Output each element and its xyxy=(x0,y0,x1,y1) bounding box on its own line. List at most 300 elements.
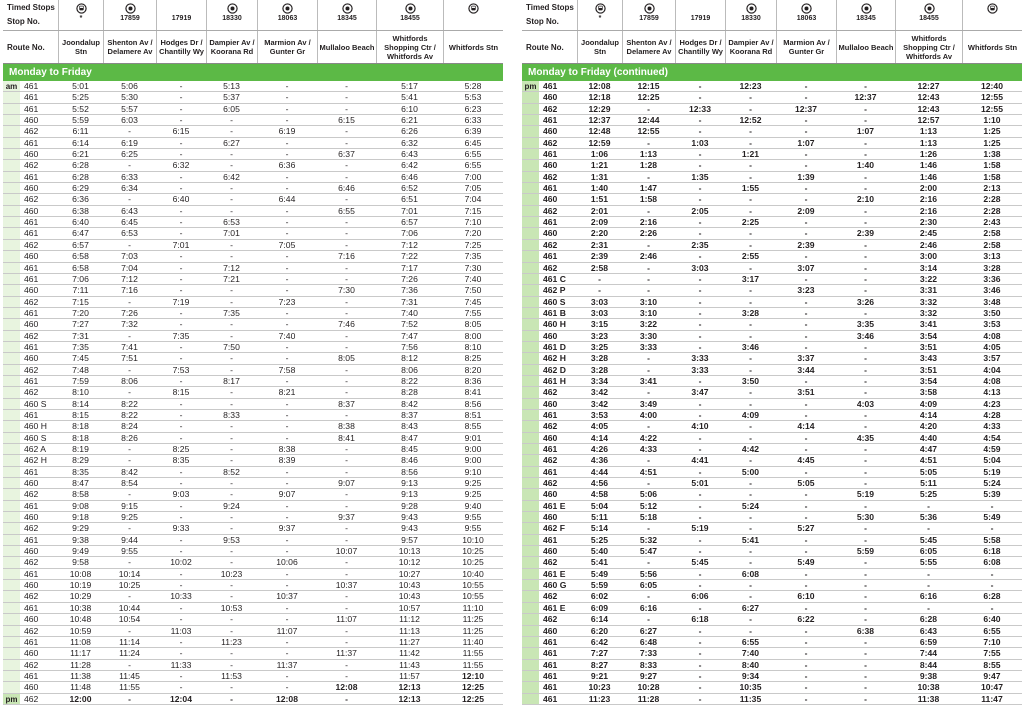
departure-time: 4:51 xyxy=(919,455,938,466)
table-row xyxy=(522,81,1022,92)
table-row xyxy=(522,240,1022,251)
departure-time: 7:40 xyxy=(278,330,296,341)
departure-time: 8:35 xyxy=(172,455,190,466)
departure-time: - xyxy=(749,421,752,432)
table-row xyxy=(3,444,503,455)
departure-time: - xyxy=(804,126,808,137)
departure-time: - xyxy=(179,670,183,681)
departure-time: - xyxy=(749,557,752,568)
departure-time: 11:23 xyxy=(221,636,242,647)
route-number: 461 xyxy=(24,217,39,228)
departure-time: 7:20 xyxy=(464,228,482,239)
departure-time: 1:25 xyxy=(983,137,1001,148)
departure-time: - xyxy=(285,149,289,160)
departure-time: - xyxy=(230,455,233,466)
route-number: 460 S xyxy=(24,398,47,409)
route-number: 460 xyxy=(543,489,558,500)
departure-time: - xyxy=(698,81,702,91)
departure-time: - xyxy=(179,500,183,511)
departure-time: 8:36 xyxy=(464,375,482,386)
departure-time: - xyxy=(285,262,289,273)
route-number: 460 xyxy=(543,92,558,103)
departure-time: - xyxy=(804,466,808,477)
period-label xyxy=(3,217,20,227)
table-row xyxy=(3,183,503,194)
departure-time: - xyxy=(698,602,702,613)
departure-time: 8:43 xyxy=(401,421,418,432)
table-row xyxy=(3,637,503,648)
departure-time: - xyxy=(698,183,702,194)
departure-time: - xyxy=(285,353,289,364)
stop-number: 17859 xyxy=(120,15,140,22)
route-number: 460 xyxy=(24,682,39,693)
route-number: 461 xyxy=(24,636,39,647)
departure-time: 3:28 xyxy=(983,262,1001,273)
departure-time: - xyxy=(749,478,752,489)
departure-time: 6:28 xyxy=(919,614,938,625)
departure-time: 7:12 xyxy=(223,262,240,273)
stop-column-header xyxy=(103,0,156,30)
departure-time: 7:45 xyxy=(72,353,89,364)
departure-time: 7:40 xyxy=(741,648,760,659)
route-number: 461 xyxy=(543,682,558,693)
departure-time: - xyxy=(345,137,348,148)
stop-number: * xyxy=(79,15,83,22)
table-row xyxy=(3,138,503,149)
stop-name: Shenton Av / Delamere Av xyxy=(622,31,675,63)
departure-time: - xyxy=(230,285,233,296)
departure-time: 4:47 xyxy=(919,444,938,454)
departure-time: 7:55 xyxy=(983,648,1001,659)
departure-time: 12:08 xyxy=(335,682,358,693)
departure-time: 2:55 xyxy=(741,251,760,262)
departure-time: 8:12 xyxy=(401,353,418,364)
departure-time: 7:33 xyxy=(639,648,658,659)
departure-time: 11:07 xyxy=(336,614,357,625)
departure-time: 5:01 xyxy=(691,478,709,489)
route-number: 462 xyxy=(24,194,39,205)
departure-time: 11:12 xyxy=(399,614,420,625)
departure-time: - xyxy=(230,239,233,250)
departure-time: 6:22 xyxy=(797,614,815,625)
table-row xyxy=(522,274,1022,285)
route-number: 462 D xyxy=(543,364,566,375)
departure-time: 6:18 xyxy=(983,546,1001,557)
route-number: 460 xyxy=(24,205,39,216)
route-number: 461 xyxy=(543,183,558,194)
period-label xyxy=(3,353,20,363)
departure-time: - xyxy=(749,205,752,216)
table-row xyxy=(522,183,1022,194)
departure-time: 8:41 xyxy=(464,387,482,398)
table-row xyxy=(522,365,1022,376)
route-number: 460 xyxy=(543,625,558,636)
departure-time: - xyxy=(128,693,131,704)
departure-time: 3:44 xyxy=(797,364,815,375)
departure-time: 11:08 xyxy=(70,636,91,647)
period-label xyxy=(3,648,20,658)
route-number: 461 xyxy=(543,636,558,647)
departure-time: 7:23 xyxy=(278,296,296,307)
departure-time: 3:46 xyxy=(741,341,760,352)
departure-time: 5:17 xyxy=(401,81,418,91)
departure-time: - xyxy=(230,296,233,307)
table-row xyxy=(3,387,503,398)
departure-time: 6:14 xyxy=(72,137,89,148)
departure-time: - xyxy=(179,421,183,432)
departure-time: - xyxy=(285,398,289,409)
route-number: 460 xyxy=(24,546,39,557)
period-label xyxy=(522,240,539,250)
departure-time: 4:22 xyxy=(639,432,658,443)
departure-time: 9:13 xyxy=(401,478,418,489)
departure-time: - xyxy=(804,580,808,591)
departure-time: - xyxy=(230,512,233,523)
period-label xyxy=(3,319,20,329)
departure-time: 3:22 xyxy=(639,319,658,330)
departure-time: - xyxy=(804,81,808,91)
departure-time: - xyxy=(698,375,702,386)
departure-time: 8:25 xyxy=(464,353,482,364)
departure-time: 12:25 xyxy=(462,682,484,693)
stop-number: * xyxy=(598,15,602,22)
departure-time: 9:18 xyxy=(72,512,89,523)
departure-time: - xyxy=(864,353,867,364)
departure-time: - xyxy=(749,262,752,273)
departure-time: 4:04 xyxy=(983,364,1001,375)
departure-time: 1:58 xyxy=(639,194,658,205)
departure-time: 5:12 xyxy=(639,500,658,511)
departure-time: 10:38 xyxy=(69,602,92,613)
departure-time: 1:28 xyxy=(639,160,658,171)
table-row xyxy=(3,376,503,387)
departure-time: 7:30 xyxy=(464,262,482,273)
departure-time: - xyxy=(230,478,233,489)
stop-column-header xyxy=(836,0,895,30)
departure-time: 6:55 xyxy=(983,625,1001,636)
table-row xyxy=(522,399,1022,410)
departure-time: - xyxy=(804,319,808,330)
departure-time: 2:09 xyxy=(797,205,815,216)
departure-time: 11:35 xyxy=(739,693,762,704)
departure-time: 1:03 xyxy=(691,137,709,148)
table-row xyxy=(522,694,1022,705)
departure-time: 9:38 xyxy=(919,670,938,681)
departure-time: 9:57 xyxy=(401,534,418,545)
departure-time: 11:55 xyxy=(119,682,140,693)
departure-time: 5:00 xyxy=(741,466,760,477)
table-row xyxy=(522,603,1022,614)
departure-time: - xyxy=(285,217,289,228)
table-row xyxy=(3,535,503,546)
departure-time: 9:55 xyxy=(464,512,482,523)
departure-time: - xyxy=(864,273,867,284)
departure-time: 3:51 xyxy=(919,341,938,352)
departure-time: - xyxy=(804,432,808,443)
departure-time: - xyxy=(647,273,650,284)
departure-time: - xyxy=(927,523,930,534)
departure-time: 2:28 xyxy=(983,194,1001,205)
departure-time: - xyxy=(230,421,233,432)
departure-time: 3:57 xyxy=(983,353,1001,364)
period-label xyxy=(522,172,539,182)
table-row xyxy=(3,115,503,126)
departure-time: 8:37 xyxy=(401,409,418,420)
departure-time: 11:55 xyxy=(462,648,484,659)
departure-time: 4:51 xyxy=(639,466,658,477)
route-number: 461 xyxy=(543,466,558,477)
departure-time: - xyxy=(345,341,348,352)
departure-time: 9:44 xyxy=(121,534,138,545)
departure-time: 6:40 xyxy=(983,614,1001,625)
route-number: 461 xyxy=(543,217,558,228)
route-number: 461 D xyxy=(543,341,566,352)
stop-column-header xyxy=(206,0,257,30)
period-label xyxy=(3,274,20,284)
period-label xyxy=(522,353,539,363)
period-label: am xyxy=(5,82,18,91)
departure-time: 5:24 xyxy=(741,500,760,511)
departure-time: 8:19 xyxy=(72,444,89,454)
departure-time: - xyxy=(698,648,702,659)
departure-time: 9:24 xyxy=(223,500,240,511)
departure-time: 3:42 xyxy=(590,398,609,409)
period-label xyxy=(522,251,539,261)
departure-time: - xyxy=(749,523,752,534)
period-label xyxy=(3,557,20,567)
departure-time: 2:09 xyxy=(590,217,609,228)
stop-number: 18455 xyxy=(919,15,939,22)
departure-time: - xyxy=(179,307,183,318)
departure-time: 12:25 xyxy=(637,92,660,103)
period-label xyxy=(522,626,539,636)
departure-time: 11:33 xyxy=(170,659,192,670)
period-label xyxy=(522,138,539,148)
period-label xyxy=(3,365,20,375)
departure-time: 3:48 xyxy=(983,296,1001,307)
departure-time: 7:10 xyxy=(983,636,1001,647)
table-row xyxy=(522,626,1022,637)
departure-time: - xyxy=(864,444,867,454)
departure-time: 5:32 xyxy=(639,534,658,545)
departure-time: - xyxy=(864,670,867,681)
departure-time: 9:43 xyxy=(401,523,418,534)
departure-time: - xyxy=(864,183,867,194)
departure-time: - xyxy=(749,432,752,443)
departure-time: 5:49 xyxy=(797,557,815,568)
departure-time: 12:23 xyxy=(739,81,762,91)
route-number: 462 xyxy=(24,387,39,398)
departure-time: - xyxy=(864,375,867,386)
stop-name: Shenton Av / Delamere Av xyxy=(103,31,156,63)
departure-time: 7:58 xyxy=(278,364,296,375)
departure-time: - xyxy=(285,466,289,477)
departure-time: 5:41 xyxy=(401,92,418,103)
departure-time: - xyxy=(647,171,650,182)
period-label xyxy=(522,331,539,341)
departure-time: 1:38 xyxy=(983,149,1001,160)
period-label xyxy=(522,194,539,204)
departure-time: 8:26 xyxy=(121,432,138,443)
departure-time: 8:56 xyxy=(464,398,482,409)
departure-time: - xyxy=(647,387,650,398)
departure-time: 4:45 xyxy=(797,455,815,466)
departure-time: - xyxy=(698,285,702,296)
period-label xyxy=(3,444,20,454)
departure-time: 7:30 xyxy=(338,285,355,296)
departure-time: 9:49 xyxy=(72,546,89,557)
departure-time: 7:48 xyxy=(72,364,89,375)
route-number: 462 xyxy=(543,591,558,602)
departure-time: 10:33 xyxy=(170,591,192,602)
departure-time: 6:38 xyxy=(72,205,89,216)
departure-time: - xyxy=(230,523,233,534)
departure-time: 7:55 xyxy=(464,307,482,318)
table-row xyxy=(522,614,1022,625)
departure-time: 2:39 xyxy=(797,239,815,250)
departure-time: - xyxy=(698,659,702,670)
route-number: 461 xyxy=(24,670,39,681)
departure-time: - xyxy=(804,500,808,511)
departure-time: 5:52 xyxy=(72,103,89,114)
departure-time: 2:20 xyxy=(590,228,609,239)
departure-time: - xyxy=(804,682,808,693)
departure-time: 12:13 xyxy=(398,693,421,704)
departure-time: - xyxy=(179,217,183,228)
departure-time: 8:33 xyxy=(223,409,240,420)
route-number: 460 H xyxy=(543,319,566,330)
departure-time: 9:33 xyxy=(172,523,190,534)
departure-time: 8:15 xyxy=(172,387,190,398)
departure-time: - xyxy=(230,580,233,591)
departure-time: 3:53 xyxy=(983,319,1001,330)
departure-time: 8:37 xyxy=(338,398,355,409)
departure-time: 6:55 xyxy=(464,149,482,160)
departure-time: - xyxy=(179,273,183,284)
departure-time: 9:08 xyxy=(72,500,89,511)
table-row xyxy=(3,81,503,92)
table-row xyxy=(522,115,1022,126)
table-row xyxy=(522,387,1022,398)
departure-time: 4:36 xyxy=(590,455,609,466)
departure-time: - xyxy=(990,602,994,613)
route-number: 462 xyxy=(24,330,39,341)
departure-time: - xyxy=(345,591,348,602)
departure-time: - xyxy=(864,239,867,250)
departure-time: 8:15 xyxy=(72,409,89,420)
departure-time: - xyxy=(698,296,702,307)
departure-time: 4:23 xyxy=(983,398,1001,409)
departure-time: 9:21 xyxy=(590,670,609,681)
table-row xyxy=(3,489,503,500)
departure-time: - xyxy=(179,183,183,194)
departure-time: - xyxy=(749,489,752,500)
route-number: 460 xyxy=(543,512,558,523)
stop-column-header xyxy=(317,0,376,30)
departure-time: 6:32 xyxy=(172,160,190,171)
table-row xyxy=(522,92,1022,103)
departure-time: 5:25 xyxy=(72,92,89,103)
period-label xyxy=(522,410,539,420)
departure-time: 3:37 xyxy=(797,353,815,364)
period-label xyxy=(522,535,539,545)
departure-time: - xyxy=(285,375,289,386)
departure-time: - xyxy=(864,137,867,148)
departure-time: 12:40 xyxy=(981,81,1003,91)
departure-time: 2:28 xyxy=(983,205,1001,216)
departure-time: 12:33 xyxy=(689,103,711,114)
departure-time: 5:59 xyxy=(72,115,89,126)
timed-stop-icon xyxy=(746,3,757,14)
departure-time: - xyxy=(345,126,348,137)
departure-time: 8:22 xyxy=(121,409,138,420)
departure-time: - xyxy=(345,409,348,420)
departure-time: 6:21 xyxy=(401,115,418,126)
departure-time: 4:28 xyxy=(983,409,1001,420)
departure-time: 4:08 xyxy=(983,375,1001,386)
departure-time: 4:05 xyxy=(983,341,1001,352)
departure-time: 5:27 xyxy=(797,523,815,534)
departure-time: - xyxy=(864,466,867,477)
stop-column-header xyxy=(622,0,675,30)
departure-time: 3:10 xyxy=(639,296,658,307)
route-number: 462 xyxy=(24,296,39,307)
table-header xyxy=(3,0,503,64)
departure-time: - xyxy=(345,670,348,681)
departure-time: 3:35 xyxy=(856,319,875,330)
departure-time: 4:56 xyxy=(590,478,609,489)
table-row xyxy=(3,274,503,285)
departure-time: 3:10 xyxy=(639,307,658,318)
departure-time: 2:58 xyxy=(983,239,1001,250)
period-label xyxy=(522,183,539,193)
stop-name: Dampier Av / Koorana Rd xyxy=(206,31,257,63)
stop-number: 18063 xyxy=(277,15,298,22)
departure-time: - xyxy=(345,466,348,477)
departure-time: - xyxy=(864,693,867,704)
departure-time: 11:27 xyxy=(399,636,420,647)
departure-time: 5:45 xyxy=(919,534,938,545)
departure-time: 5:04 xyxy=(590,500,609,511)
period-label xyxy=(522,115,539,125)
departure-time: 5:59 xyxy=(590,580,609,591)
departure-time: - xyxy=(864,81,867,91)
departure-time: 10:25 xyxy=(462,546,484,557)
departure-time: 7:19 xyxy=(172,296,190,307)
table-row xyxy=(522,353,1022,364)
departure-time: 12:04 xyxy=(170,693,192,704)
departure-time: 12:59 xyxy=(588,137,611,148)
table-row xyxy=(522,263,1022,274)
route-number: 461 E xyxy=(543,602,566,613)
departure-time: 7:16 xyxy=(338,251,355,262)
route-number: 460 xyxy=(24,115,39,126)
departure-time: 5:25 xyxy=(919,489,938,500)
departure-time: 8:56 xyxy=(401,466,418,477)
route-number: 460 xyxy=(543,228,558,239)
departure-time: - xyxy=(230,625,233,636)
departure-time: - xyxy=(804,489,808,500)
route-number: 461 xyxy=(543,693,558,704)
route-number: 462 xyxy=(24,489,39,500)
departure-time: 10:57 xyxy=(398,602,421,613)
departure-time: - xyxy=(285,171,289,182)
table-row xyxy=(522,194,1022,205)
table-row xyxy=(522,410,1022,421)
stop-number: 17919 xyxy=(171,15,192,22)
departure-time: 8:35 xyxy=(72,466,89,477)
route-number: 462 xyxy=(24,239,39,250)
